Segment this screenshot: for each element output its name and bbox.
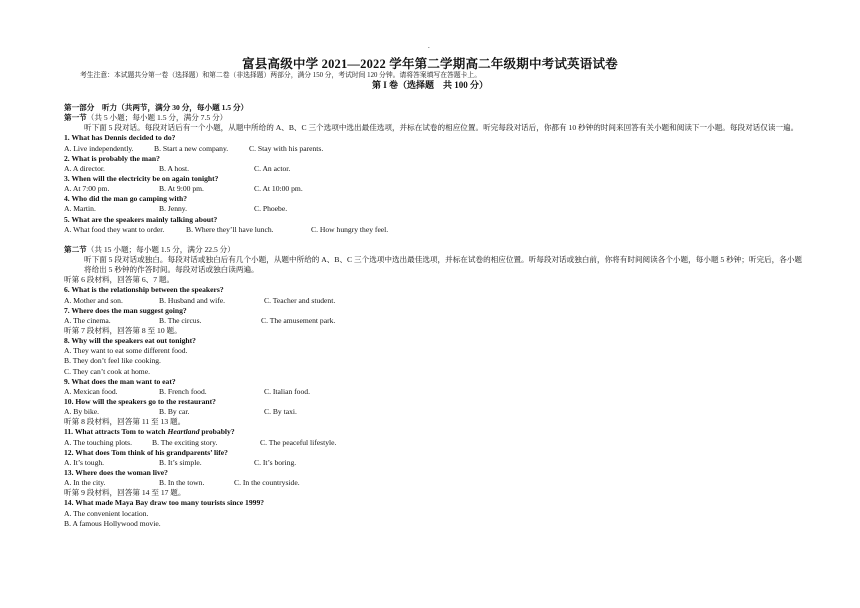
part1-heading: 第一部分 听力（共两节，满分 30 分，每小题 1.5 分） bbox=[64, 103, 249, 112]
question-options bbox=[64, 296, 804, 306]
option-a: A. In the city. bbox=[64, 478, 106, 488]
section1-info: （共 5 小题；每小题 1.5 分，满分 7.5 分） bbox=[86, 113, 228, 123]
question-options bbox=[64, 164, 804, 174]
option-a: A. Live independently. bbox=[64, 143, 134, 153]
question-stem bbox=[64, 427, 804, 437]
option-c: C. An actor. bbox=[254, 163, 291, 173]
question-stem-post: probably? bbox=[199, 427, 235, 437]
option-c: C. The peaceful lifestyle. bbox=[260, 437, 337, 447]
question-stem: 9. What does the man want to eat? bbox=[64, 376, 176, 386]
option-a: A. Mexican food. bbox=[64, 386, 118, 396]
exam-content bbox=[64, 103, 804, 529]
section1-heading bbox=[64, 113, 804, 123]
question-stem: 8. Why will the speakers eat out tonight? bbox=[64, 336, 196, 346]
option-b: B. A host. bbox=[159, 163, 189, 173]
option-a: A. The cinema. bbox=[64, 315, 111, 325]
section2-heading bbox=[64, 245, 804, 255]
section1-label: 第一节 bbox=[64, 113, 87, 123]
passage-note: 听第 9 段材料，回答第 14 至 17 题。 bbox=[64, 488, 186, 498]
option-c: C. In the countryside. bbox=[234, 478, 300, 488]
question-stem: 10. How will the speakers go to the restaurant? bbox=[64, 396, 216, 406]
option-c: C. At 10:00 pm. bbox=[254, 184, 303, 194]
volume-title: 第 I 卷（选择题 共 100 分） bbox=[371, 80, 488, 90]
option-b: B. Where they’ll have lunch. bbox=[186, 224, 274, 234]
question-stem: 13. Where does the woman live? bbox=[64, 467, 168, 477]
option-a: A. By bike. bbox=[64, 407, 100, 417]
question-stem: 2. What is probably the man? bbox=[64, 153, 160, 163]
section2-instruction: 听下面 5 段对话或独白。每段对话或独白后有几个小题，从题中所给的 A、B、C 三个选项中选出最佳选项，并标在试卷的相应位置。听每段对话或独白前，你将有时间阅读各个小题，每小题 5 秒钟；听完后，各小题将给出 5 秒钟的作答时间。每段对话或独白读两遍。 bbox=[84, 254, 803, 275]
question-options bbox=[64, 478, 804, 488]
option-b: B. In the town. bbox=[159, 478, 205, 488]
question-stem: 5. What are the speakers mainly talking about? bbox=[64, 214, 218, 224]
option-b: B. Jenny. bbox=[159, 204, 187, 214]
passage-note: 听第 7 段材料，回答第 8 至 10 题。 bbox=[64, 326, 182, 335]
option-a: A. Martin. bbox=[64, 204, 96, 214]
option-a: A. What food they want to order. bbox=[64, 224, 165, 234]
question-stem: 1. What has Dennis decided to do? bbox=[64, 133, 176, 143]
option-b: B. Start a new company. bbox=[154, 143, 229, 153]
question-options bbox=[64, 144, 804, 154]
option-a: A. The touching plots. bbox=[64, 437, 132, 447]
option-c: C. Italian food. bbox=[264, 386, 310, 396]
passage-note: 听第 8 段材料，回答第 11 至 13 题。 bbox=[64, 417, 186, 427]
option-b: B. At 9:00 pm. bbox=[159, 184, 204, 194]
exam-title: 富县高级中学 2021—2022 学年第二学期高二年级期中考试英语试卷 bbox=[242, 57, 618, 71]
section1-instruction: 听下面 5 段对话。每段对话后有一个小题，从题中所给的 A、B、C 三个选项中选出最佳选项，并标在试卷的相应位置。听完每段对话后，你都有 10 秒钟的时间来回答有关小题和阅读下一小题。每段对话仅读一遍。 bbox=[84, 123, 799, 133]
option-b: B. French food. bbox=[159, 386, 207, 396]
option-b: B. By car. bbox=[159, 407, 190, 417]
option-b: B. The exciting story. bbox=[152, 437, 218, 447]
section2-info: （共 15 小题；每小题 1.5 分，满分 22.5 分） bbox=[86, 244, 235, 254]
option-a: A. They want to eat some different food. bbox=[64, 346, 188, 356]
question-options bbox=[64, 438, 804, 448]
question-options bbox=[64, 316, 804, 326]
option-c: C. Teacher and student. bbox=[264, 295, 336, 305]
exam-note: 考生注意：本试题共分第一卷（选择题）和第二卷（非选择题）两部分，满分 150 分，考试时间 120 分钟。请将答案填写在答题卡上。 bbox=[80, 72, 482, 79]
option-c: C. By taxi. bbox=[264, 407, 297, 417]
option-c: C. Stay with his parents. bbox=[249, 143, 324, 153]
passage-note: 听第 6 段材料，回答第 6、7 题。 bbox=[64, 275, 175, 285]
question-options bbox=[64, 184, 804, 194]
question-options bbox=[64, 458, 804, 468]
option-b: B. The circus. bbox=[159, 315, 202, 325]
option-c: C. They can’t cook at home. bbox=[64, 366, 150, 376]
option-c: C. Phoebe. bbox=[254, 204, 288, 214]
question-stem: 6. What is the relationship between the speakers? bbox=[64, 285, 224, 295]
option-b: B. A famous Hollywood movie. bbox=[64, 518, 161, 528]
question-options bbox=[64, 204, 804, 214]
page-dot: . bbox=[428, 42, 430, 50]
option-a: A. At 7:00 pm. bbox=[64, 184, 110, 194]
question-stem: 3. When will the electricity be on again tonight? bbox=[64, 174, 219, 183]
option-a: A. A director. bbox=[64, 163, 105, 173]
question-options bbox=[64, 387, 804, 397]
option-c: C. How hungry they feel. bbox=[311, 224, 389, 234]
option-c: C. The amusement park. bbox=[261, 315, 336, 325]
movie-title: Heartland bbox=[167, 427, 200, 437]
question-options bbox=[64, 225, 804, 235]
option-a: A. Mother and son. bbox=[64, 295, 123, 305]
option-b: B. Husband and wife. bbox=[159, 295, 226, 305]
question-options bbox=[64, 407, 804, 417]
option-a: A. The convenient location. bbox=[64, 508, 149, 518]
question-stem: 12. What does Tom think of his grandparents’ life? bbox=[64, 447, 228, 457]
option-c: C. It’s boring. bbox=[254, 457, 297, 467]
option-b: B. It’s simple. bbox=[159, 457, 202, 467]
section2-label: 第二节 bbox=[64, 244, 87, 254]
question-stem: 4. Who did the man go camping with? bbox=[64, 194, 188, 204]
question-stem: 7. Where does the man suggest going? bbox=[64, 305, 187, 315]
option-b: B. They don’t feel like cooking. bbox=[64, 356, 161, 366]
question-stem-pre: 11. What attracts Tom to watch bbox=[64, 427, 168, 437]
question-stem: 14. What made Maya Bay draw too many tourists since 1999? bbox=[64, 498, 265, 508]
option-a: A. It’s tough. bbox=[64, 457, 105, 467]
